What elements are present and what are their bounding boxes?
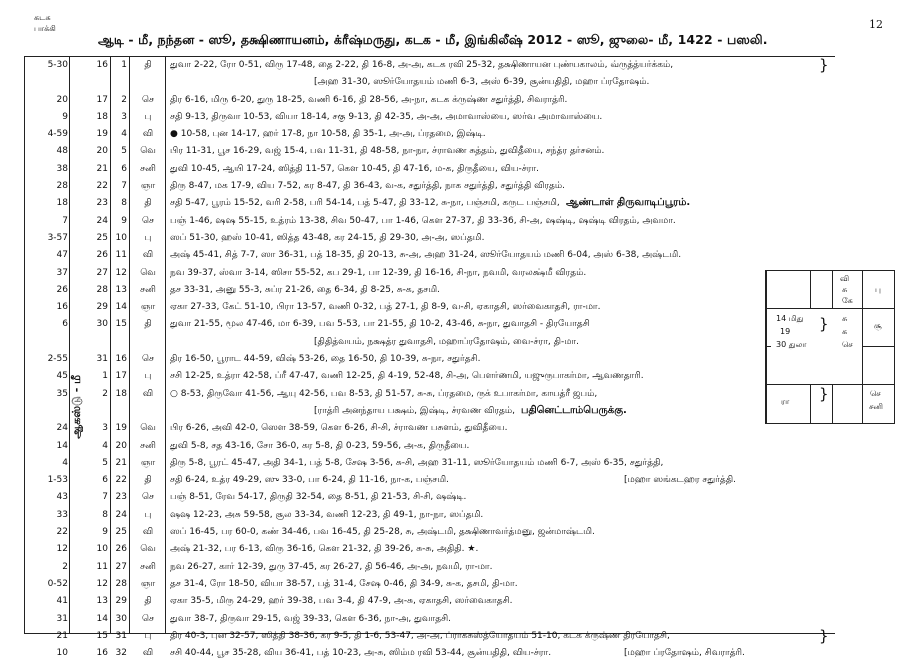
tamil-date: 14 xyxy=(115,302,127,313)
tamil-date: 23 xyxy=(115,492,127,503)
day-details: நவ 26-27, கார் 12-39, துரு 37-45, கர 26-27, தி 56-46, அ-அ, நவமி, ரா-மா. xyxy=(170,561,493,572)
tamil-date: 25 xyxy=(115,527,127,538)
weekday: செ xyxy=(142,492,154,503)
table-row xyxy=(24,489,836,506)
english-date: 16 xyxy=(96,60,108,70)
tamil-date: 19 xyxy=(115,423,127,434)
dinam-value: 38 xyxy=(56,163,68,174)
weekday: பு xyxy=(144,232,152,243)
tamil-date: 7 xyxy=(121,181,127,192)
brace-mark: } xyxy=(819,315,829,334)
table-row xyxy=(24,472,836,489)
weekday: வெ xyxy=(140,544,156,555)
dinam-value: 6 xyxy=(62,319,68,330)
brace-mark: } xyxy=(819,384,829,403)
tamil-date: 4 xyxy=(121,129,127,140)
weekday: சனி xyxy=(140,561,156,572)
table-row xyxy=(24,420,836,437)
chart-cell-text: சு xyxy=(842,285,848,294)
table-row xyxy=(24,143,836,160)
day-details: திர 6-16, மிரு 6-20, துரு 18-25, வணி 6-16, தி 28-56, அ-நா, கடக க்ருஷ்ண சதுர்த்தி, சிவராத்ரி. xyxy=(170,94,568,105)
weekday: தி xyxy=(144,60,152,70)
table-row xyxy=(24,316,836,333)
weekday: ஞா xyxy=(140,457,156,468)
weekday: செ xyxy=(142,94,154,105)
dinam-value: 1-53 xyxy=(47,475,68,486)
weekday: தி xyxy=(144,198,152,209)
weekday: வி xyxy=(142,388,154,399)
table-row xyxy=(24,161,836,178)
chart-grid-line xyxy=(766,308,894,309)
tamil-date: 20 xyxy=(115,440,127,451)
day-details: ● 10-58, புன 14-17, ஹர் 17-8, நா 10-58, தி 35-1, அ-அ, ப்ரதமை, இஷ்டி. xyxy=(170,129,486,140)
tamil-date: 30 xyxy=(115,613,127,624)
dinam-value: 45 xyxy=(56,371,68,382)
day-details: ○ 8-53, திருவோ 41-56, ஆயு 42-56, பவ 8-53, தி 51-57, சு-சு, ப்ரதமை, ருக் உபாகர்மா, காயத்ரீ ஜபம், xyxy=(170,388,598,399)
table-row xyxy=(24,282,836,299)
page-number: 12 xyxy=(869,18,883,31)
chart-cell-text: 30 துலா xyxy=(776,340,807,349)
english-date: 21 xyxy=(96,163,108,174)
chart-grid-line xyxy=(862,346,894,347)
tamil-date: 9 xyxy=(121,215,127,226)
dinam-value: 43 xyxy=(56,492,68,503)
tamil-date: 17 xyxy=(115,371,127,382)
table-row xyxy=(24,524,836,541)
chart-cell-text: 19 xyxy=(780,327,791,336)
day-details: திரு 5-8, பூரட் 45-47, அதி 34-1, பத் 5-8, சேஷ 3-56, சு-சி, அஹ 31-11, ஸூர்யோதயம் மணி 6-7, அஸ் 6-35, சதுர்த்தி, xyxy=(170,457,664,468)
chart-cell-text: செ xyxy=(870,389,881,398)
table-row xyxy=(24,247,836,264)
weekday: வெ xyxy=(140,423,156,434)
table-row xyxy=(24,213,836,230)
english-date: 18 xyxy=(96,111,108,122)
day-details: பஞ் 1-46, ஷஷ 55-15, உத்ரம் 13-38, சிவ 50-47, பா 1-46, கௌ 27-37, தி 33-36, சி-அ, ஷஷ்டி, ஷஷ்டி விரதம், அவமா. xyxy=(170,215,676,226)
weekday: தி xyxy=(144,475,152,486)
day-details: தச 31-4, ரோ 18-50, வியா 38-57, பத் 31-4, சேஷ 0-46, தி 34-9, சு-க, தசமி, தி-மா. xyxy=(170,578,518,589)
tamil-date: 6 xyxy=(121,163,127,174)
chart-cell-text: கே xyxy=(842,296,853,305)
page-title: ஆடி - மீ, நந்தன - ஸூ, தக்ஷிணாயனம், க்ரீஷ்மருது, கடக - மீ, இங்கிலீஷ் 2012 - ஸூ, ஜுலை- மீ, 1422 - பஸலி. xyxy=(98,32,768,47)
day-details: திர 40-3, புன 32-57, ஸித்தி 38-36, கர 9-5, தி 1-6, 53-47, அ-அ, ப்ராகசுஸ்த்யோதயம் 51-10, கடக க்ருஷ்ண திரயோதசி, xyxy=(170,630,670,641)
weekday: வி xyxy=(142,648,154,659)
tamil-date: 24 xyxy=(115,509,127,520)
day-details: ஏகா 35-5, மிரு 24-29, ஹர் 39-38, பவ 3-4, தி 47-9, அ-சு, ஏகாதசி, ஸர்வைகாதசி. xyxy=(170,596,513,607)
table-row xyxy=(24,109,836,126)
english-date: 12 xyxy=(96,578,108,589)
chart-cell-text: ரா xyxy=(781,397,790,406)
english-date: 13 xyxy=(96,596,108,607)
table-row xyxy=(24,438,836,455)
chart-grid-line xyxy=(832,384,833,423)
dinam-value: 2-55 xyxy=(47,354,68,365)
dinam-value: 9 xyxy=(62,111,68,122)
day-details: பிர 6-26, அவி 42-0, ஸௌ 38-59, கௌ 6-26, சி-சி, ச்ராவண பசுளம், துவிதீயை. xyxy=(170,423,508,434)
planet-chart xyxy=(765,270,895,424)
day-details: துவா 2-22, ரோ 0-51, விரு 17-48, தை 2-22, தி 16-8, அ-அ, கடக ரவி 25-32, தக்ஷிணாயன புண்யகாலம், வ்ருத்த்யர்க்கம், xyxy=(170,60,674,70)
english-date: 3 xyxy=(102,423,108,434)
weekday: பு xyxy=(144,371,152,382)
chart-grid-line xyxy=(810,271,811,308)
table-row xyxy=(24,403,836,420)
tamil-date: 32 xyxy=(115,648,127,659)
chart-cell-text: பு xyxy=(875,285,881,294)
english-date: 9 xyxy=(102,527,108,538)
chart-cell-text: செ xyxy=(842,340,853,349)
tamil-date: 21 xyxy=(115,457,127,468)
weekday: பு xyxy=(144,111,152,122)
table-row xyxy=(24,178,836,195)
table-row xyxy=(24,541,836,558)
day-details: சசி 12-25, உத்ரா 42-58, ப்ரீ 47-47, வணி 12-25, தி 4-19, 52-48, சி-அ, பௌர்ணமி, யஜுருபாகர்மா, ஆவணதாரி. xyxy=(170,371,644,382)
chart-grid-line xyxy=(810,384,811,423)
table-row xyxy=(24,230,836,247)
day-details: துவா 21-55, மூல 47-46, மா 6-39, பவ 5-53, பா 21-55, தி 10-2, 43-46, சு-நா, துவாதசி - திரயோதசி xyxy=(170,319,590,330)
day-details: ஸப் 16-45, பர 60-0, கண் 34-46, பவ 16-45, தி 25-28, சு, அஷ்டமி, தக்ஷிணாவர்த்மனு, ஜன்மாஷ்டமி. xyxy=(170,527,595,538)
weekday: செ xyxy=(142,215,154,226)
table-row xyxy=(24,455,836,472)
table-row xyxy=(24,611,836,628)
corner-line-2: பாக்கி xyxy=(34,24,56,33)
dinam-value: 22 xyxy=(56,527,68,538)
weekday: வி xyxy=(142,527,154,538)
weekday: ஞா xyxy=(140,302,156,313)
weekday: செ xyxy=(142,613,154,624)
table-row xyxy=(24,507,836,524)
tamil-date: 2 xyxy=(121,94,127,105)
weekday: செ xyxy=(142,354,154,365)
table-row xyxy=(24,593,836,610)
chart-cell-text: சனி xyxy=(869,402,883,411)
english-date: 7 xyxy=(102,492,108,503)
dinam-value: 0-52 xyxy=(47,578,68,589)
weekday: பு xyxy=(144,630,152,641)
tamil-date: 28 xyxy=(115,578,127,589)
tamil-date: 8 xyxy=(121,198,127,209)
tamil-date: 22 xyxy=(115,475,127,486)
tamil-date: 3 xyxy=(121,111,127,122)
english-date: 26 xyxy=(96,250,108,261)
english-date: 20 xyxy=(96,146,108,157)
weekday: ஞா xyxy=(140,578,156,589)
english-date: 31 xyxy=(96,354,108,365)
english-date: 6 xyxy=(102,475,108,486)
table-row xyxy=(24,74,836,91)
table-row xyxy=(24,92,836,109)
table-row xyxy=(24,299,836,316)
weekday: வி xyxy=(142,250,154,261)
english-date: 4 xyxy=(102,440,108,451)
table-row xyxy=(24,265,836,282)
brace-mark: } xyxy=(819,626,829,645)
day-details: துவி 10-45, ஆயி 17-24, ஸித்தி 11-57, கௌ 10-45, தி 47-16, ம-க, திருதீயை, விய-ச்ரா. xyxy=(170,163,540,174)
tamil-date: 16 xyxy=(115,354,127,365)
weekday: வெ xyxy=(140,146,156,157)
table-row xyxy=(24,576,836,593)
tamil-date: 29 xyxy=(115,596,127,607)
day-details: [ராத்ரி அனந்தாய பக்ஷம், இஷ்டி, ச்ரவண விரதம், xyxy=(314,405,516,416)
weekday: பு xyxy=(144,509,152,520)
dinam-value: 48 xyxy=(56,146,68,157)
dinam-value: 20 xyxy=(56,94,68,105)
english-date: 15 xyxy=(96,630,108,641)
english-date: 17 xyxy=(96,94,108,105)
weekday: ஞா xyxy=(140,181,156,192)
day-note-right: [மஹா ப்ரதோஷம், சிவராத்ரி. xyxy=(624,648,745,659)
almanac-table xyxy=(24,57,836,662)
english-date: 27 xyxy=(96,267,108,278)
tamil-date: 18 xyxy=(115,388,127,399)
chart-grid-line xyxy=(766,384,894,385)
dinam-value: 14 xyxy=(56,440,68,451)
dinam-value: 3-57 xyxy=(47,232,68,243)
tamil-date: 12 xyxy=(115,267,127,278)
day-details: பிர 11-31, பூச 16-29, வஜ் 15-4, பவ 11-31, தி 48-58, நா-நா, ச்ராவண சுத்தம், துவிதீயை, சந்த்ர தர்சனம். xyxy=(170,146,605,157)
tamil-date: 27 xyxy=(115,561,127,572)
tamil-date: 26 xyxy=(115,544,127,555)
table-row xyxy=(24,126,836,143)
english-date: 29 xyxy=(96,302,108,313)
day-details: [அஹ 31-30, ஸூர்யோதயம் மணி 6-3, அஸ் 6-39, சூன்யதிதி, மஹா ப்ரதோஷம். xyxy=(314,77,650,88)
day-details: தச 33-31, அனு 55-3, சுப்ர 21-26, தை 6-34, தி 8-25, சு-க, தசமி. xyxy=(170,284,440,295)
tamil-date: 11 xyxy=(115,250,127,261)
table-row xyxy=(24,386,836,403)
month-label: ஆகஸ்டு - மீ xyxy=(70,375,83,439)
festival-highlight: பதினெட்டாம்பெருக்கு. xyxy=(521,404,627,416)
weekday: வெ xyxy=(140,267,156,278)
dinam-value: 4 xyxy=(62,457,68,468)
english-date: 14 xyxy=(96,613,108,624)
table-row xyxy=(24,351,836,368)
english-date: 30 xyxy=(96,319,108,330)
tamil-date: 10 xyxy=(115,232,127,243)
day-details: பஞ் 8-51, ரேவ 54-17, திருதி 32-54, தை 8-51, தி 21-53, சி-சி, ஷஷ்டி. xyxy=(170,492,467,503)
day-details: ஏகா 27-33, கேட் 51-10, பிரா 13-57, வணி 0-32, பத் 27-1, தி 8-9, வ-சி, ஏகாதசி, ஸர்வைகாதசி, ரா-மா. xyxy=(170,302,601,313)
corner-line-1: கடக xyxy=(34,13,51,22)
table-row xyxy=(24,628,836,645)
day-details: சதி 6-24, உத்ர 49-29, ஸு 33-0, பா 6-24, தி 11-16, நா-க, பஞ்சமி. xyxy=(170,475,449,486)
english-date: 10 xyxy=(96,544,108,555)
english-date: 22 xyxy=(96,181,108,192)
chart-cell-text: சூ xyxy=(874,321,882,330)
day-details: ஸப் 51-30, ஹஸ் 10-41, ஸித்த 43-48, கர 24-15, தி 29-30, அ-அ, ஸப்தமி. xyxy=(170,232,485,243)
weekday: தி xyxy=(144,596,152,607)
day-details: துவி 5-8, சத 43-16, சோ 36-0, கர 5-8, தி 0-23, 59-56, அ-க, திருதீயை. xyxy=(170,440,470,451)
dinam-value: 2 xyxy=(62,561,68,572)
dinam-value: 47 xyxy=(56,250,68,261)
dinam-value: 31 xyxy=(56,613,68,624)
dinam-value: 35 xyxy=(56,388,68,399)
chart-cell-text: க xyxy=(842,327,848,336)
day-details: அஷ் 21-32, பர 6-13, விரு 36-16, கௌ 21-32, தி 39-26, சு-சு, அதிதி. ★. xyxy=(170,544,479,555)
dinam-value: 18 xyxy=(56,198,68,209)
dinam-value: 41 xyxy=(56,596,68,607)
day-details: சசி 40-44, பூச 35-28, விய 36-41, பத் 10-23, அ-சு, ஸிம்ம ரவி 53-44, சூன்யதிதி, விய-ச்ரா. xyxy=(170,648,552,659)
weekday: தி xyxy=(144,319,152,330)
table-row xyxy=(24,645,836,662)
day-details: அஷ் 45-41, சித் 7-7, ஸா 36-31, பத் 18-35, தி 20-13, சு-அ, அஹ 31-24, ஸூர்யோதயம் மணி 6-04, அஸ் 6-38, அஷ்டமி. xyxy=(170,250,682,261)
dinam-value: 5-30 xyxy=(47,60,68,70)
table-row xyxy=(24,195,836,212)
english-date: 5 xyxy=(102,457,108,468)
day-details: திரு 8-47, மக 17-9, விய 7-52, கர 8-47, தி 36-43, வ-க, சதுர்த்தி, நாக சதுர்த்தி, சதுர்த்தி விரதம். xyxy=(170,181,565,192)
weekday: சனி xyxy=(140,284,156,295)
tamil-date: 31 xyxy=(115,630,127,641)
weekday: சனி xyxy=(140,163,156,174)
english-date: 11 xyxy=(96,561,108,572)
day-details: துவா 38-7, திருவா 29-15, வஜ் 39-33, கௌ 6-36, நா-அ, துவாதசி. xyxy=(170,613,451,624)
english-date: 23 xyxy=(96,198,108,209)
table-row xyxy=(24,368,836,385)
weekday: வி xyxy=(142,129,154,140)
table-row xyxy=(24,559,836,576)
dinam-value: 24 xyxy=(56,423,68,434)
english-date: 19 xyxy=(96,129,108,140)
dinam-value: 4-59 xyxy=(47,129,68,140)
brace-mark: } xyxy=(819,56,829,74)
english-date: 24 xyxy=(96,215,108,226)
english-date: 2 xyxy=(102,388,108,399)
dinam-value: 33 xyxy=(56,509,68,520)
english-date: 28 xyxy=(96,284,108,295)
festival-highlight: ஆண்டாள் திருவாடிப்பூரம். xyxy=(566,197,691,209)
chart-cell-text: 14 மிது xyxy=(776,314,804,323)
chart-grid-line xyxy=(832,271,833,308)
english-date: 1 xyxy=(102,371,108,382)
english-date: 16 xyxy=(96,648,108,659)
chart-grid-line xyxy=(862,271,863,423)
table-row xyxy=(24,57,836,74)
day-note-right: [மஹா ஸங்கடஹர சதுர்த்தி. xyxy=(624,475,736,486)
dinam-value: 28 xyxy=(56,181,68,192)
dinam-value: 10 xyxy=(56,648,68,659)
dinam-value: 16 xyxy=(56,302,68,313)
table-row xyxy=(24,334,836,351)
dinam-value: 26 xyxy=(56,284,68,295)
day-details: சதி 5-47, பூரம் 15-52, வரி 2-58, பரி 54-14, பத் 5-47, தி 33-12, சு-நா, பஞ்சமி, கருட பஞ்சமி, xyxy=(170,198,560,209)
day-details: திர 16-50, பூராட 44-59, விஷ் 53-26, தை 16-50, தி 10-39, சு-நா, சதுர்தசி. xyxy=(170,354,481,365)
weekday: சனி xyxy=(140,440,156,451)
chart-grid-line xyxy=(766,271,767,423)
day-details: சதி 9-13, திருவா 10-53, வியா 18-14, சகு 9-13, தி 42-35, அ-அ, அமாவாஸ்யை, ஸர்வ அமாவாஸ்யை. xyxy=(170,111,603,122)
chart-cell-text: சு xyxy=(842,314,848,323)
tamil-date: 1 xyxy=(121,60,127,70)
dinam-value: 7 xyxy=(62,215,68,226)
english-date: 25 xyxy=(96,232,108,243)
tamil-date: 5 xyxy=(121,146,127,157)
tamil-date: 13 xyxy=(115,284,127,295)
chart-cell-text: வி xyxy=(840,274,850,283)
day-details: நவ 39-37, ஸ்வா 3-14, ஸிசா 55-52, கப 29-1, பா 12-39, தி 16-16, சி-நா, நவமி, வரலக்ஷ்மீ விரதம். xyxy=(170,267,587,278)
dinam-value: 37 xyxy=(56,267,68,278)
english-date: 8 xyxy=(102,509,108,520)
dinam-value: 21 xyxy=(56,630,68,641)
dinam-value: 12 xyxy=(56,544,68,555)
tamil-date: 15 xyxy=(115,319,127,330)
day-details: [திதித்வயம், நக்ஷத்ர துவாதசி, மஹாப்ரதோஷம், வை-ச்ரா, தி-மா. xyxy=(314,336,579,347)
day-details: ஷஷ 12-23, அசு 59-58, சூல 33-34, வணி 12-23, தி 49-1, நா-நா, ஸப்தமி. xyxy=(170,509,484,520)
corner-label xyxy=(34,12,56,34)
